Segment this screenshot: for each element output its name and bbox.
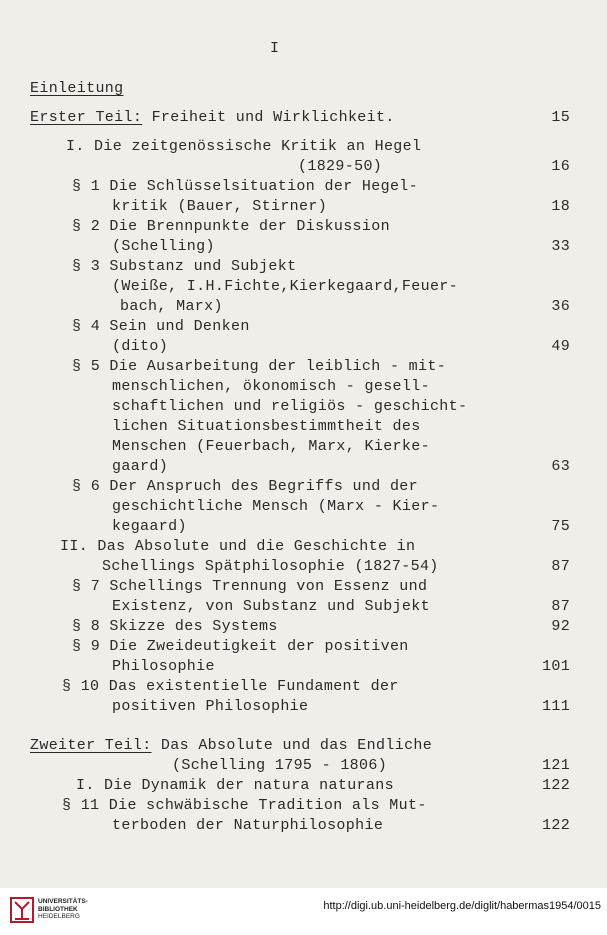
toc-line: § 2 Die Brennpunkte der Diskussion bbox=[72, 218, 390, 235]
toc-line: II. Das Absolute und die Geschichte in bbox=[60, 538, 416, 555]
toc-line: Schellings Spätphilosophie (1827-54) bbox=[102, 558, 439, 575]
toc-line: geschichtliche Mensch (Marx - Kier- bbox=[112, 498, 440, 515]
part1-label: Erster Teil: bbox=[30, 109, 143, 126]
toc-line: positiven Philosophie bbox=[112, 698, 309, 715]
toc-line: § 4 Sein und Denken bbox=[72, 318, 250, 335]
toc-line: gaard) bbox=[112, 458, 169, 475]
toc-line: Philosophie bbox=[112, 658, 215, 675]
toc-page: 63 bbox=[551, 458, 570, 475]
source-url[interactable]: http://digi.ub.uni-heidelberg.de/diglit/habermas1954/0015 bbox=[323, 900, 601, 912]
toc-page: 87 bbox=[551, 558, 570, 575]
toc-line: I. Die Dynamik der natura naturans bbox=[76, 777, 394, 794]
part1-page: 15 bbox=[551, 109, 570, 126]
toc-page: 49 bbox=[551, 338, 570, 355]
toc-line: schaftlichen und religiös - geschicht- bbox=[112, 398, 468, 415]
toc-line: Existenz, von Substanz und Subjekt bbox=[112, 598, 430, 615]
toc-line: kritik (Bauer, Stirner) bbox=[112, 198, 328, 215]
part2-page: 121 bbox=[542, 757, 570, 774]
toc-line: Menschen (Feuerbach, Marx, Kierke- bbox=[112, 438, 430, 455]
toc-page: 92 bbox=[551, 618, 570, 635]
toc-line: (dito) bbox=[112, 338, 169, 355]
part2-title bbox=[30, 737, 432, 755]
part1-title-text: Freiheit und Wirklichkeit. bbox=[142, 109, 395, 126]
toc-page: 101 bbox=[542, 658, 570, 675]
toc-line: § 1 Die Schlüsselsituation der Hegel- bbox=[72, 178, 419, 195]
toc-line: § 8 Skizze des Systems bbox=[72, 618, 278, 635]
toc-line: § 6 Der Anspruch des Begriffs und der bbox=[72, 478, 419, 495]
toc-line: menschlichen, ökonomisch - gesell- bbox=[112, 378, 430, 395]
toc-line: § 5 Die Ausarbeitung der leiblich - mit- bbox=[72, 358, 447, 375]
toc-page: 18 bbox=[551, 198, 570, 215]
part2-label: Zweiter Teil: bbox=[30, 737, 152, 754]
toc-line: (Weiße, I.H.Fichte,Kierkegaard,Feuer- bbox=[112, 278, 459, 295]
toc-page: 16 bbox=[551, 158, 570, 175]
part2-title-text: Das Absolute und das Endliche bbox=[151, 737, 433, 754]
toc-line: terboden der Naturphilosophie bbox=[112, 817, 384, 834]
toc-line: § 3 Substanz und Subjekt bbox=[72, 258, 297, 275]
toc-page: 111 bbox=[542, 698, 570, 715]
toc-line: kegaard) bbox=[112, 518, 187, 535]
logo-line: UNIVERSITÄTS- bbox=[38, 898, 88, 905]
heading-einleitung: Einleitung bbox=[30, 80, 124, 97]
toc-page: 87 bbox=[551, 598, 570, 615]
toc-line: § 9 Die Zweideutigkeit der positiven bbox=[72, 638, 409, 655]
toc-page: 36 bbox=[551, 298, 570, 315]
toc-page: 122 bbox=[542, 777, 570, 794]
toc-page: 122 bbox=[542, 817, 570, 834]
digitization-footer bbox=[0, 888, 607, 935]
toc-line: I. Die zeitgenössische Kritik an Hegel bbox=[66, 138, 422, 155]
library-logo-icon bbox=[10, 896, 34, 924]
part1-title bbox=[30, 109, 395, 127]
toc-line: § 7 Schellings Trennung von Essenz und bbox=[72, 578, 428, 595]
toc-line: § 10 Das existentielle Fundament der bbox=[62, 678, 399, 695]
page-numeral: I bbox=[270, 40, 280, 57]
part2-title-line2: (Schelling 1795 - 1806) bbox=[172, 757, 388, 774]
toc-line: lichen Situationsbestimmtheit des bbox=[112, 418, 421, 435]
toc-line: bach, Marx) bbox=[120, 298, 223, 315]
library-logo-text bbox=[38, 898, 88, 921]
toc-line: § 11 Die schwäbische Tradition als Mut- bbox=[62, 797, 427, 814]
toc-line: (1829-50) bbox=[298, 158, 383, 175]
toc-page: 75 bbox=[551, 518, 570, 535]
logo-line: BIBLIOTHEK bbox=[38, 905, 78, 913]
toc-line: (Schelling) bbox=[112, 238, 215, 255]
toc-page: 33 bbox=[551, 238, 570, 255]
logo-line: HEIDELBERG bbox=[38, 913, 80, 920]
